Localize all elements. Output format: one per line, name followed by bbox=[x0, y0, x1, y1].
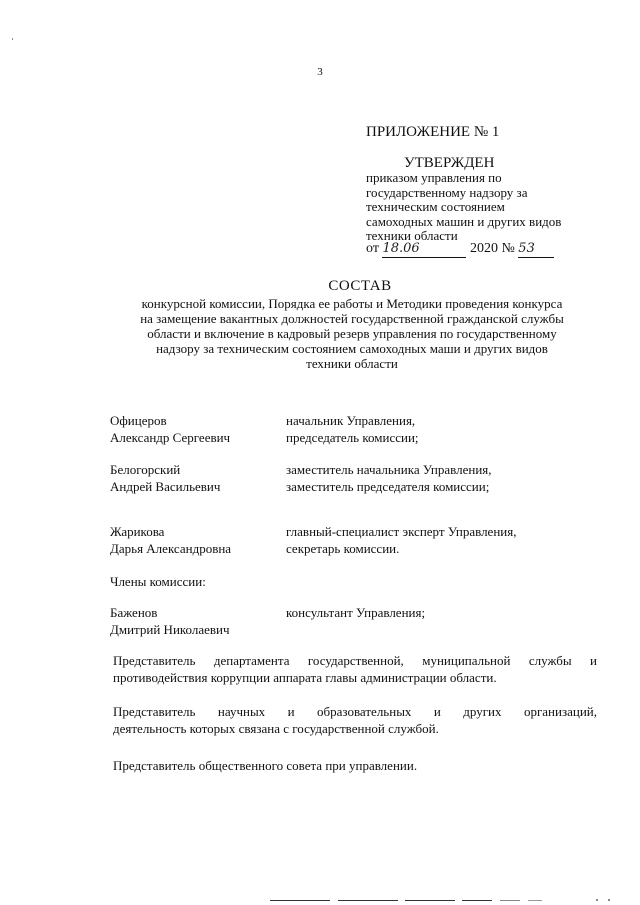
member-role-line: председатель комиссии; bbox=[286, 430, 419, 445]
paragraph-line: противодействия коррупции аппарата главы администрации области. bbox=[113, 670, 497, 685]
scan-artifact-line bbox=[500, 900, 520, 901]
member-given-name: Дмитрий Николаевич bbox=[110, 622, 230, 637]
scan-artifact-line bbox=[405, 900, 455, 901]
handwritten-date: 18.06 bbox=[382, 241, 420, 256]
member-role-line: начальник Управления, bbox=[286, 413, 416, 428]
document-title: СОСТАВ bbox=[328, 278, 392, 294]
member-role bbox=[286, 604, 425, 621]
member-given-name: Андрей Васильевич bbox=[110, 479, 221, 494]
member-name bbox=[110, 523, 231, 557]
scan-speck bbox=[608, 899, 610, 901]
representative-paragraph bbox=[113, 652, 597, 686]
number-field bbox=[518, 241, 554, 258]
subtitle-line: техники области bbox=[306, 356, 398, 371]
order-line: государственному надзору за bbox=[366, 184, 528, 200]
paragraph-line: деятельность которых связана с государственной службой. bbox=[113, 721, 439, 736]
date-field bbox=[382, 241, 466, 258]
member-given-name: Александр Сергеевич bbox=[110, 430, 231, 445]
representative-paragraph bbox=[113, 757, 597, 774]
scan-artifact-line bbox=[270, 900, 330, 901]
member-role-line: заместитель председателя комиссии; bbox=[286, 479, 490, 494]
member-name bbox=[110, 604, 230, 638]
paragraph-line: Представитель департамента государственной, муниципальной службы и bbox=[113, 653, 597, 668]
member-role-line: консультант Управления; bbox=[286, 605, 426, 620]
member-given-name: Дарья Александровна bbox=[110, 541, 232, 556]
member-role-line: секретарь комиссии. bbox=[286, 541, 400, 556]
scan-artifact-line bbox=[528, 900, 542, 901]
scan-speck bbox=[596, 899, 598, 901]
date-prefix: от bbox=[366, 241, 379, 256]
member-surname: Белогорский bbox=[110, 462, 181, 477]
order-line: техническим состоянием bbox=[366, 199, 505, 214]
paragraph-line: Представитель научных и образовательных и других организаций, bbox=[113, 704, 597, 719]
member-role bbox=[286, 461, 492, 495]
representative-paragraph bbox=[113, 703, 597, 737]
member-surname: Жарикова bbox=[110, 524, 165, 539]
member-role bbox=[286, 523, 516, 557]
subtitle-line: надзору за техническим состоянием самоходных маши и других видов bbox=[156, 341, 548, 356]
member-surname: Баженов bbox=[110, 605, 158, 620]
order-line: приказом управления по bbox=[366, 170, 502, 185]
subtitle-line: на замещение вакантных должностей государственной гражданской службы bbox=[140, 311, 564, 326]
member-name bbox=[110, 461, 220, 495]
handwritten-number: 53 bbox=[518, 241, 535, 256]
scan-artifact-line bbox=[462, 900, 492, 901]
order-date-line bbox=[366, 241, 554, 258]
member-surname: Офицеров bbox=[110, 413, 167, 428]
order-line: техники области bbox=[366, 228, 458, 243]
document-subtitle bbox=[110, 296, 594, 371]
paragraph-line: Представитель общественного совета при управлении. bbox=[113, 758, 418, 773]
page-number: 3 bbox=[317, 66, 323, 78]
approved-heading: УТВЕРЖДЕН bbox=[404, 155, 495, 171]
subtitle-line: области и включение в кадровый резерв управления по государственному bbox=[147, 326, 557, 341]
approval-order-block bbox=[366, 171, 561, 244]
scan-artifact-line bbox=[338, 900, 398, 901]
member-name bbox=[110, 412, 230, 446]
commission-members-label: Члены комиссии: bbox=[110, 574, 206, 589]
appendix-heading: ПРИЛОЖЕНИЕ № 1 bbox=[366, 124, 500, 140]
order-line: самоходных машин и других видов bbox=[366, 213, 562, 229]
member-role bbox=[286, 412, 419, 446]
member-role-line: заместитель начальника Управления, bbox=[286, 462, 492, 477]
subtitle-line: конкурсной комиссии, Порядка ее работы и Методики проведения конкурса bbox=[141, 296, 563, 311]
member-role-line: главный-специалист эксперт Управления, bbox=[286, 524, 517, 539]
year-number-label: 2020 № bbox=[469, 241, 515, 256]
scan-speck bbox=[12, 38, 13, 40]
